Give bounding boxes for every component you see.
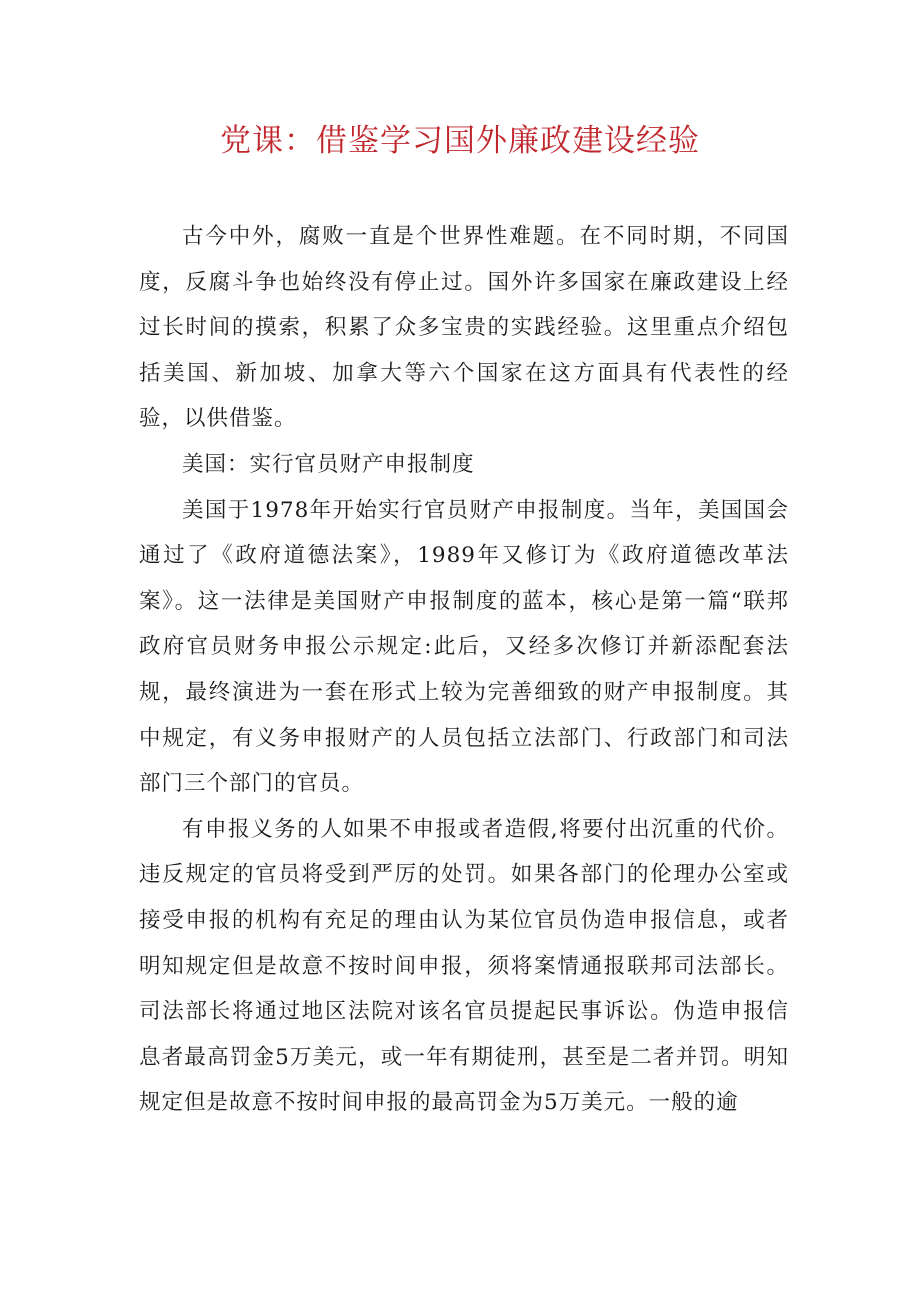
paragraph-usa-penalty: 有申报义务的人如果不申报或者造假,将要付出沉重的代价。违反规定的官员将受到严厉的处罚。如果各部门的伦理办公室或接受申报的机构有充足的理由认为某位官员伪造申报信息，或者明知规定但是故意不按时间申报，须将案情通报联邦司法部长。司法部长将通过地区法院对该名官员提起民事诉讼。伪造申报信息者最高罚金5万美元，或一年有期徒刑，甚至是二者并罚。明知规定但是故意不按时间申报的最高罚金为5万美元。一般的逾 bbox=[139, 816, 789, 1116]
section-heading-usa: 美国：实行官员财产申报制度 bbox=[182, 451, 475, 477]
paragraph-intro: 古今中外，腐败一直是个世界性难题。在不同时期，不同国度，反腐斗争也始终没有停止过。国外许多国家在廉政建设上经过长时间的摸索，积累了众多宝贵的实践经验。这里重点介绍包括美国、新加坡、加拿大等六个国家在这方面具有代表性的经验，以供借鉴。 bbox=[139, 224, 789, 432]
page-title: 党课：借鉴学习国外廉政建设经验 bbox=[220, 123, 700, 159]
document-body bbox=[139, 214, 789, 1126]
paragraph-usa-law: 美国于1978年开始实行官员财产申报制度。当年，美国国会通过了《政府道德法案》，1989年又修订为《政府道德改革法案》。这一法律是美国财产申报制度的蓝本，核心是第一篇“联邦政府官员财务申报公示规定:此后，又经多次修订并新添配套法规，最终演进为一套在形式上较为完善细致的财产申报制度。其中规定，有义务申报财产的人员包括立法部门、行政部门和司法部门三个部门的官员。 bbox=[139, 497, 789, 797]
